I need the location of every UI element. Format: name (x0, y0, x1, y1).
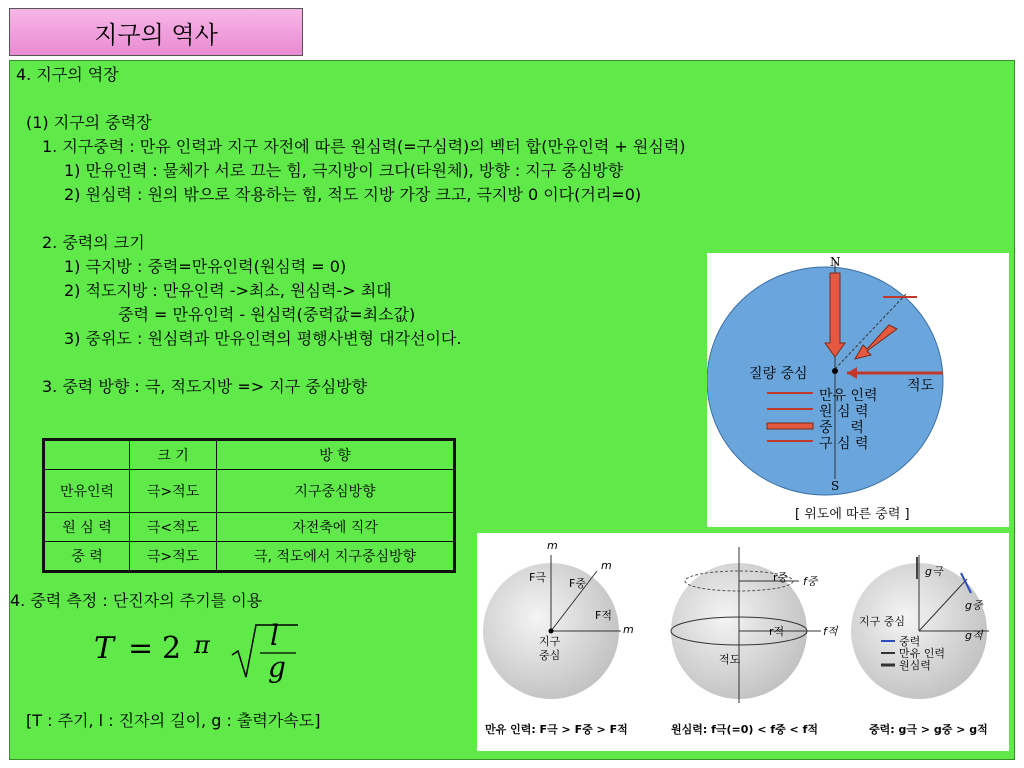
mass-label: m (601, 559, 612, 572)
text-line: 중력 = 만유인력 - 원심력(중력값=최소값) (118, 305, 416, 324)
north-label: N (830, 255, 841, 269)
eq-g: g (268, 651, 286, 684)
table-cell: 극>적도 (130, 542, 217, 572)
section-heading: 4. 지구의 역장 (16, 65, 119, 84)
text-line: 3) 중위도 : 원심력과 만유인력의 평행사변형 대각선이다. (64, 329, 462, 348)
mass-center-label: 질량 중심 (749, 366, 808, 382)
mass-label: m (623, 623, 634, 636)
table-cell: 극>적도 (130, 470, 217, 513)
latitude-gravity-diagram (707, 253, 1009, 527)
text-line: 1) 극지방 : 중력=만유인력(원심력 = 0) (64, 257, 347, 276)
gravity-label: g극 (925, 565, 943, 578)
eq-l: l (270, 619, 279, 652)
eq-T: T (94, 631, 115, 666)
force-label: F극 (529, 571, 546, 584)
table-cell: 극<적도 (130, 513, 217, 542)
legend-item: 만유 인력 (899, 647, 946, 660)
slide-title-text: 지구의 역사 (94, 20, 218, 49)
text-line: 3. 중력 방향 : 극, 적도지방 => 지구 중심방향 (42, 377, 368, 396)
table-cell: 지구중심방향 (217, 470, 455, 513)
eq-two: 2 (162, 631, 182, 666)
radius-label: r적 (769, 625, 785, 638)
gravity-label: g적 (965, 629, 983, 642)
table-cell: 극, 적도에서 지구중심방향 (217, 542, 455, 572)
table-cell: 만유인력 (44, 470, 130, 513)
text-line: 4. 중력 측정 : 단진자의 주기를 이용 (10, 591, 263, 610)
table-row (44, 470, 455, 513)
text-line: 2) 원심력 : 원의 밖으로 작용하는 힘, 적도 지방 가장 크고, 극지방 0 이다(거리=0) (64, 185, 642, 204)
legend-text: [T : 주기, l : 진자의 길이, g : 출력가속도] (26, 711, 321, 730)
eq-pi: π (194, 631, 210, 659)
table-header: 크 기 (130, 440, 217, 470)
text-line: 2) 적도지방 : 만유인력 ->최소, 원심력-> 최대 (64, 281, 392, 300)
legend-item: 만유 인력 (819, 388, 878, 404)
table-row (44, 542, 455, 572)
subsection-heading: (1) 지구의 중력장 (26, 113, 152, 132)
caption: 중력: g극 > g중 > g적 (869, 723, 988, 736)
equator-label: 적도 (907, 378, 935, 394)
gravity-comparison-diagram (477, 533, 1009, 751)
gravity-label: g중 (965, 599, 983, 612)
text-line: 1) 만유인력 : 물체가 서로 끄는 힘, 극지방이 크다(타원체), 방향 : 지구 중심방향 (64, 161, 624, 180)
content-panel (9, 60, 1015, 760)
legend-item: 원 심 력 (819, 404, 869, 420)
text-line: 1. 지구중력 : 만유 인력과 지구 자전에 따른 원심력(=구심력)의 벡터 합(만유인력 + 원심력) (42, 137, 686, 156)
sqrt-sign (230, 621, 300, 681)
force-label: F중 (569, 577, 586, 590)
legend-item: 중 력 (819, 420, 864, 436)
caption: 원심력: f극(=0) < f중 < f적 (671, 723, 819, 736)
table-header (44, 440, 130, 470)
eq-equals: = (128, 631, 154, 666)
force-label: F적 (595, 609, 612, 622)
text-line: 2. 중력의 크기 (42, 233, 145, 252)
slide-title (9, 8, 303, 56)
south-label: S (831, 479, 840, 493)
diagram-caption: [ 위도에 따른 중력 ] (795, 507, 910, 522)
table-cell: 자전축에 직각 (217, 513, 455, 542)
equator-label: 적도 (719, 653, 741, 666)
centrifugal-label: f적 (823, 625, 838, 638)
table-header: 방 향 (217, 440, 455, 470)
caption: 만유 인력: F극 > F중 > F적 (485, 723, 628, 736)
table-row (44, 513, 455, 542)
gravity-table (42, 438, 456, 573)
center-label: 중심 (539, 649, 561, 662)
pendulum-equation (94, 619, 314, 684)
table-cell: 중 력 (44, 542, 130, 572)
center-label: 지구 (539, 635, 561, 648)
mass-label: m (547, 539, 558, 552)
table-cell: 원 심 력 (44, 513, 130, 542)
table-header-row (44, 440, 455, 470)
legend-item: 원심력 (899, 659, 931, 672)
centrifugal-label: f중 (803, 575, 818, 588)
center-label: 지구 중심 (859, 615, 906, 628)
radius-label: r중 (773, 571, 789, 584)
legend-item: 중력 (899, 635, 921, 648)
legend-item: 구 심 력 (819, 436, 869, 452)
